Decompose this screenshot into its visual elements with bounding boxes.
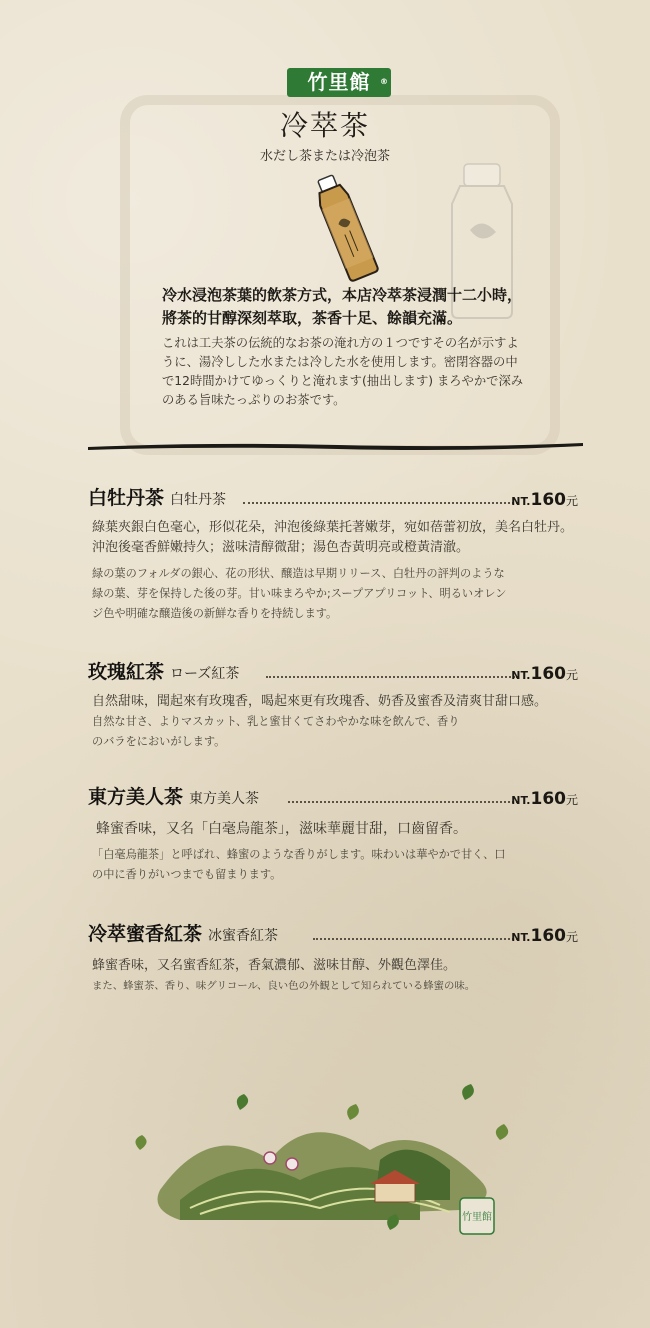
- leader-dots: [243, 502, 518, 504]
- menu-item: [88, 658, 588, 752]
- menu-item-price: NT.160元: [511, 490, 578, 510]
- menu-item-desc-jp: 「白毫烏龍茶」と呼ばれ、蜂蜜のような香りがします。味わいは華やかで甘く、口の中に香りがいつまでも留まります。: [92, 848, 506, 881]
- menu-item-header: [88, 658, 588, 688]
- menu-item-price: NT.160元: [511, 664, 578, 684]
- menu-item-desc-zh: 蜂蜜香味，又名蜜香紅茶，香氣濃郁、滋味甘醇、外觀色澤佳。: [92, 958, 457, 973]
- menu-item-desc-zh: 自然甜味，聞起來有玫瑰香，喝起來更有玫瑰香、奶香及蜜香及清爽甘甜口感。: [92, 694, 548, 709]
- tea-landscape-illustration: [120, 1080, 530, 1250]
- menu-item-alt-name: ローズ紅茶: [170, 666, 240, 682]
- page-title: 冷萃茶: [279, 109, 370, 142]
- menu-item-price: NT.160元: [511, 789, 578, 809]
- menu-item-header: [88, 783, 588, 813]
- menu-item-desc-jp: 緑の葉のフォルダの銀心、花の形状、醸造は早期リリース、白牡丹の評判のような緑の葉、芽を保持した後の芽。甘い味まろやか;スープアプリコット、明るいオレンジ色や明確な醸造後の新鮮な香りを持続します。: [92, 567, 507, 620]
- menu-item-header: [88, 484, 588, 514]
- menu-item: [88, 484, 588, 624]
- page-subtitle: 水だし茶または冷泡茶: [259, 149, 390, 164]
- brand-logo-text: 竹里館: [307, 70, 371, 94]
- menu-item-alt-name: 冰蜜香紅茶: [208, 928, 279, 944]
- bottle-icon: [310, 172, 380, 282]
- leader-dots: [288, 801, 518, 803]
- seal-text: 竹里館: [462, 1212, 492, 1223]
- menu-item-price: NT.160元: [511, 926, 578, 946]
- menu-item-name: 冷萃蜜香紅茶 冰蜜香紅茶: [88, 923, 279, 945]
- brush-divider: [88, 438, 583, 452]
- intro-japanese: これは工夫茶の伝統的なお茶の淹れ方の１つですその名が示すように、湯冷しした水または冷した水を使用します。密閉容器の中で12時間かけてゆっくりと淹れます(抽出します) まろやかで深みのある旨味たっぷりのお茶です。: [162, 336, 524, 407]
- menu-item-name: 玫瑰紅茶 ローズ紅茶: [88, 661, 240, 683]
- menu-item-alt-name: 白牡丹茶: [170, 492, 227, 508]
- intro-chinese: 冷水浸泡茶葉的飲茶方式，本店冷萃茶浸潤十二小時，將茶的甘醇深刻萃取，茶香十足、餘韻充滿。: [162, 286, 523, 327]
- menu-item-name: 白牡丹茶 白牡丹茶: [88, 487, 227, 509]
- menu-item: [88, 783, 588, 885]
- menu-item-desc-zh: 綠葉夾銀白色毫心，形似花朵，沖泡後綠葉托著嫩芽，宛如蓓蕾初放，美名白牡丹。沖泡後毫香鮮嫩持久；滋味清醇微甜；湯色杏黃明亮或橙黃清澈。: [92, 520, 574, 555]
- menu-item: [88, 920, 588, 996]
- leader-dots: [266, 676, 518, 678]
- menu-item-desc-jp: また、蜂蜜茶、香り、味グリコール、良い色の外観として知られている蜂蜜の味。: [92, 980, 476, 992]
- menu-item-desc-zh: 蜂蜜香味，又名「白毫烏龍茶」，滋味華麗甘甜，口齒留香。: [96, 821, 467, 837]
- brand-logo: [287, 68, 391, 97]
- registered-mark: ®: [380, 77, 389, 86]
- leader-dots: [313, 938, 518, 940]
- menu-item-header: [88, 920, 588, 950]
- menu-item-name: 東方美人茶 東方美人茶: [88, 786, 260, 808]
- menu-item-alt-name: 東方美人茶: [189, 791, 260, 807]
- menu-item-desc-jp: 自然な甘さ、よりマスカット、乳と蜜甘くてさわやかな味を飲んで、香りのバラをにおいがします。: [92, 715, 460, 748]
